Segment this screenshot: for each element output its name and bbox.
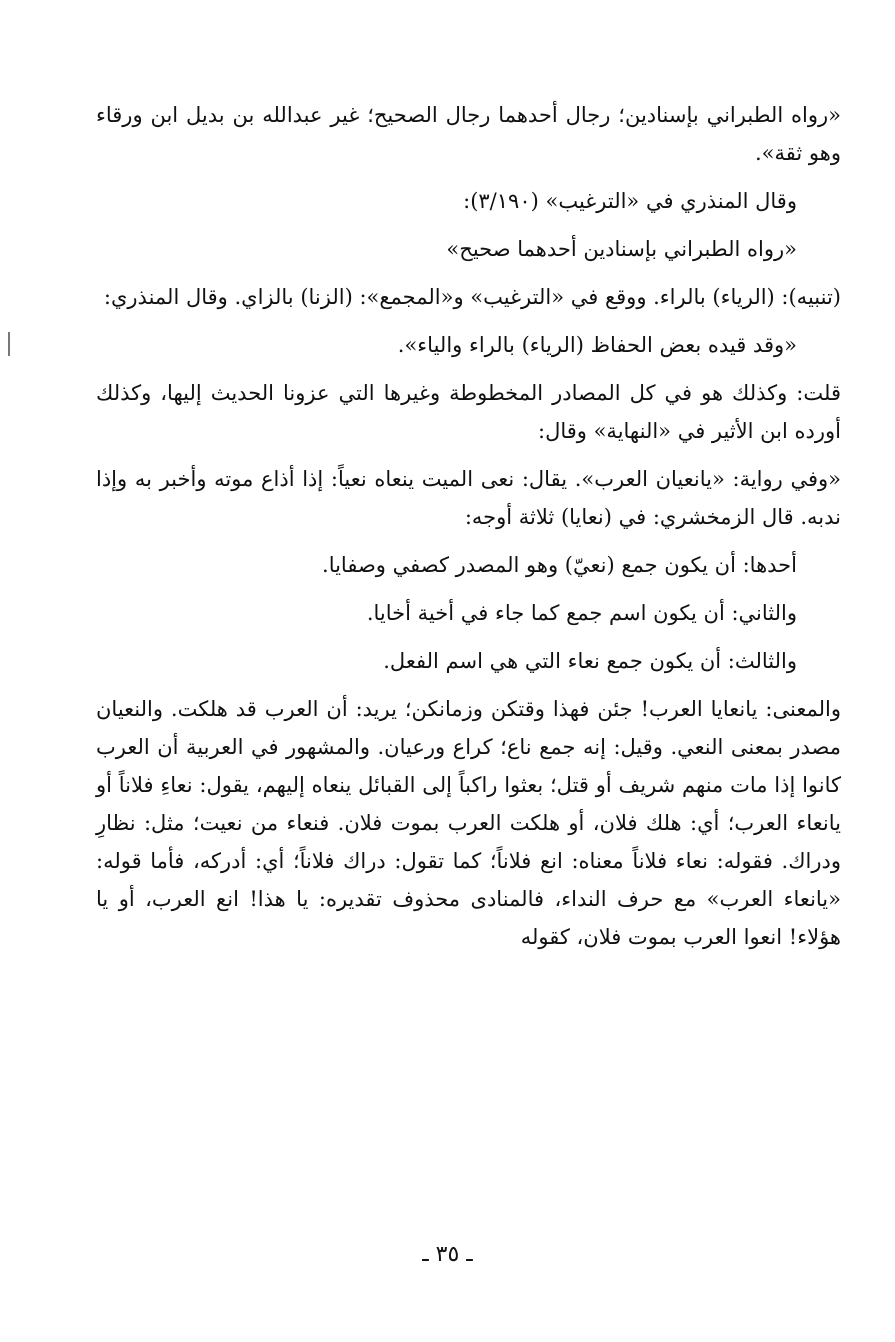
page-body: [96, 96, 841, 956]
third-aspect-paragraph: والثالث: أن يكون جمع نعاء التي هي اسم الفعل.: [383, 649, 797, 673]
margin-mark: [8, 332, 10, 356]
mundhiri-intro-paragraph: وقال المنذري في «الترغيب» (٣/١٩٠):: [463, 189, 797, 213]
page-number: ـ ٣٥ ـ: [422, 1242, 473, 1267]
note-paragraph: (تنبيه): (الرياء) بالراء. ووقع في «الترغيب» و«المجمع»: (الزنا) بالزاي. وقال المنذري:: [103, 285, 841, 309]
meaning-paragraph: والمعنى: يانعايا العرب! جئن فهذا وقتكن وزمانكن؛ يريد: أن العرب قد هلكت. والنعيان مصدر بمعنى النعي. وقيل: إنه جمع ناع؛ كراع ورعيان. والمشهور في العربية أن العرب كانوا إذا مات منهم شريف أو قتل؛ بعثوا راكباً إلى القبائل ينعاه إليهم، يقول: نعاءِ فلاناً أو يانعاء العرب؛ أي: هلك فلان، أو هلكت العرب بموت فلان. فنعاء من نعيت؛ مثل: نظارِ ودراك. فقوله: نعاء فلاناً معناه: انع فلاناً؛ كما تقول: دراك فلاناً؛ أي: أدركه، فأما قوله: «يانعاء العرب» مع حرف النداء، فالمنادى محذوف تقديره: يا هذا! انع العرب، أو يا هؤلاء! انعوا العرب بموت فلان، كقوله: [96, 697, 841, 949]
huffaz-quote-paragraph: «وقد قيده بعض الحفاظ (الرياء) بالراء والياء».: [397, 333, 797, 357]
nihaya-quote-paragraph: «وفي رواية: «يانعيان العرب». يقال: نعى الميت ينعاه نعياً: إذا أذاع موته وأخبر به وإذا ندبه. قال الزمخشري: في (نعايا) ثلاثة أوجه:: [96, 467, 841, 529]
first-aspect-paragraph: أحدها: أن يكون جمع (نعيّ) وهو المصدر كصفي وصفايا.: [322, 553, 797, 577]
mundhiri-quote-paragraph: «رواه الطبراني بإسنادين أحدهما صحيح»: [446, 237, 797, 261]
second-aspect-paragraph: والثاني: أن يكون اسم جمع كما جاء في أخية أخايا.: [366, 601, 797, 625]
author-comment-paragraph: قلت: وكذلك هو في كل المصادر المخطوطة وغيرها التي عزونا الحديث إليها، وكذلك أورده ابن الأثير في «النهاية» وقال:: [96, 381, 841, 443]
hadith-quote-paragraph: «رواه الطبراني بإسنادين؛ رجال أحدهما رجال الصحيح؛ غير عبدالله بن بديل ابن ورقاء وهو ثقة».: [96, 103, 841, 165]
